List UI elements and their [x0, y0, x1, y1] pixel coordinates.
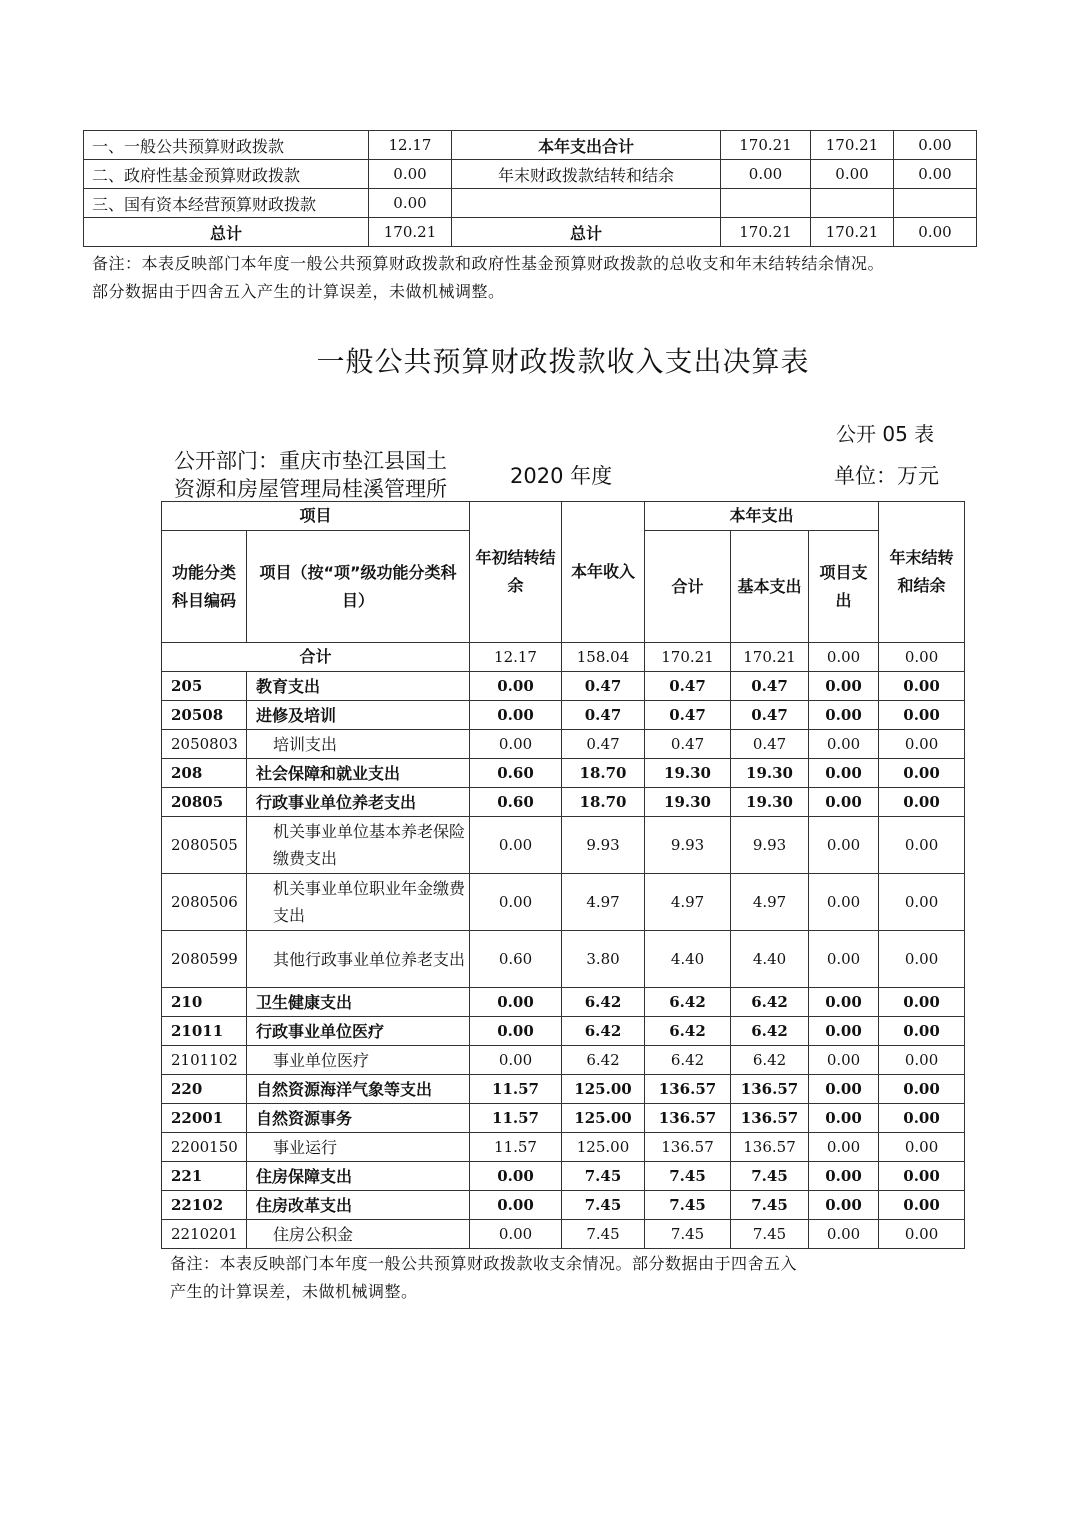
cell-opening: 0.00	[470, 730, 562, 759]
note-line: 部分数据由于四舍五入产生的计算误差，未做机械调整。	[92, 282, 505, 301]
cell-code: 2200150	[162, 1133, 247, 1162]
cell-opening: 11.57	[470, 1133, 562, 1162]
table-row	[162, 788, 965, 817]
cell-project: 0.00	[809, 643, 879, 672]
table-row	[162, 730, 965, 759]
cell-name: 进修及培训	[247, 701, 470, 730]
summary-row	[84, 131, 977, 160]
cell-closing: 0.00	[879, 730, 965, 759]
summary-total: 170.21	[721, 131, 811, 160]
cell-name: 住房改革支出	[247, 1191, 470, 1220]
cell-name: 行政事业单位养老支出	[247, 788, 470, 817]
cell-project: 0.00	[809, 1017, 879, 1046]
cell-project: 0.00	[809, 931, 879, 988]
cell-name: 行政事业单位医疗	[247, 1017, 470, 1046]
cell-code: 208	[162, 759, 247, 788]
cell-total: 6.42	[645, 1046, 731, 1075]
table-row	[162, 672, 965, 701]
cell-code: 210	[162, 988, 247, 1017]
cell-income: 7.45	[562, 1162, 645, 1191]
summary-row	[84, 189, 977, 218]
cell-code: 22001	[162, 1104, 247, 1133]
cell-code: 220	[162, 1075, 247, 1104]
cell-closing: 0.00	[879, 788, 965, 817]
cell-name: 自然资源海洋气象等支出	[247, 1075, 470, 1104]
cell-closing: 0.00	[879, 701, 965, 730]
cell-total: 136.57	[645, 1075, 731, 1104]
summary-project: 0.00	[894, 160, 977, 189]
cell-basic: 19.30	[731, 788, 809, 817]
cell-project: 0.00	[809, 1191, 879, 1220]
cell-closing: 0.00	[879, 1162, 965, 1191]
cell-project: 0.00	[809, 672, 879, 701]
cell-income: 9.93	[562, 817, 645, 874]
summary-row-total	[84, 218, 977, 247]
cell-opening: 0.00	[470, 1162, 562, 1191]
cell-total: 7.45	[645, 1220, 731, 1249]
cell-opening: 0.00	[470, 701, 562, 730]
header-project-expense: 项目支出	[809, 531, 879, 643]
cell-name: 事业运行	[247, 1133, 470, 1162]
summary-row	[84, 160, 977, 189]
summary-item: 总计	[452, 218, 721, 247]
cell-opening: 0.00	[470, 1017, 562, 1046]
table-row	[162, 1075, 965, 1104]
summary-project	[894, 189, 977, 218]
table-row	[162, 1104, 965, 1133]
table-row	[162, 817, 965, 874]
cell-basic: 6.42	[731, 1017, 809, 1046]
header-expense: 本年支出	[645, 502, 879, 531]
note-line: 备注：本表反映部门本年度一般公共预算财政拨款和政府性基金预算财政拨款的总收支和年末结转结余情况。	[92, 254, 885, 273]
header-basic: 基本支出	[731, 531, 809, 643]
total-row	[162, 643, 965, 672]
cell-total: 0.47	[645, 730, 731, 759]
cell-basic: 7.45	[731, 1191, 809, 1220]
summary-basic: 170.21	[811, 218, 894, 247]
cell-opening: 0.60	[470, 931, 562, 988]
cell-code: 21011	[162, 1017, 247, 1046]
table-code: 公开 05 表	[836, 422, 935, 446]
cell-closing: 0.00	[879, 988, 965, 1017]
cell-income: 0.47	[562, 701, 645, 730]
cell-closing: 0.00	[879, 1220, 965, 1249]
cell-closing: 0.00	[879, 1104, 965, 1133]
table-row	[162, 1220, 965, 1249]
table-row	[162, 1046, 965, 1075]
summary-value: 12.17	[369, 131, 452, 160]
cell-name: 自然资源事务	[247, 1104, 470, 1133]
cell-basic: 4.97	[731, 874, 809, 931]
cell-total: 136.57	[645, 1104, 731, 1133]
cell-closing: 0.00	[879, 672, 965, 701]
header-opening: 年初结转结余	[470, 502, 562, 643]
cell-project: 0.00	[809, 1220, 879, 1249]
cell-closing: 0.00	[879, 874, 965, 931]
header-closing: 年末结转和结余	[879, 502, 965, 643]
cell-name: 卫生健康支出	[247, 988, 470, 1017]
cell-opening: 11.57	[470, 1104, 562, 1133]
cell-income: 158.04	[562, 643, 645, 672]
cell-code: 205	[162, 672, 247, 701]
cell-income: 4.97	[562, 874, 645, 931]
header-project: 项目	[162, 502, 470, 531]
cell-opening: 11.57	[470, 1075, 562, 1104]
cell-basic: 7.45	[731, 1162, 809, 1191]
summary-label: 总计	[84, 218, 369, 247]
summary-item	[452, 189, 721, 218]
cell-income: 18.70	[562, 788, 645, 817]
cell-total: 136.57	[645, 1133, 731, 1162]
department-line: 资源和房屋管理局桂溪管理所	[174, 477, 447, 501]
cell-basic: 7.45	[731, 1220, 809, 1249]
summary-project: 0.00	[894, 131, 977, 160]
cell-project: 0.00	[809, 817, 879, 874]
department-line: 公开部门：重庆市垫江县国土	[174, 449, 447, 473]
fiscal-year: 2020 年度	[510, 464, 613, 488]
cell-total: 0.47	[645, 672, 731, 701]
cell-basic: 9.93	[731, 817, 809, 874]
cell-basic: 136.57	[731, 1104, 809, 1133]
cell-closing: 0.00	[879, 1017, 965, 1046]
cell-closing: 0.00	[879, 1191, 965, 1220]
cell-project: 0.00	[809, 788, 879, 817]
cell-code: 2050803	[162, 730, 247, 759]
header-total: 合计	[645, 531, 731, 643]
summary-value: 170.21	[369, 218, 452, 247]
cell-total: 6.42	[645, 988, 731, 1017]
cell-name: 其他行政事业单位养老支出	[247, 931, 470, 988]
cell-income: 6.42	[562, 988, 645, 1017]
cell-name: 社会保障和就业支出	[247, 759, 470, 788]
cell-income: 18.70	[562, 759, 645, 788]
cell-project: 0.00	[809, 1162, 879, 1191]
cell-name: 培训支出	[247, 730, 470, 759]
cell-project: 0.00	[809, 1104, 879, 1133]
header-row	[162, 502, 965, 531]
cell-basic: 136.57	[731, 1075, 809, 1104]
cell-income: 125.00	[562, 1075, 645, 1104]
page-title: 一般公共预算财政拨款收入支出决算表	[316, 345, 810, 378]
cell-total: 6.42	[645, 1017, 731, 1046]
cell-closing: 0.00	[879, 1133, 965, 1162]
cell-opening: 0.00	[470, 1191, 562, 1220]
summary-label: 三、国有资本经营预算财政拨款	[84, 189, 369, 218]
cell-closing: 0.00	[879, 817, 965, 874]
cell-income: 3.80	[562, 931, 645, 988]
cell-project: 0.00	[809, 1046, 879, 1075]
table-row	[162, 701, 965, 730]
cell-total: 19.30	[645, 788, 731, 817]
summary-basic: 170.21	[811, 131, 894, 160]
cell-closing: 0.00	[879, 643, 965, 672]
table-row	[162, 874, 965, 931]
cell-total: 7.45	[645, 1162, 731, 1191]
cell-basic: 0.47	[731, 701, 809, 730]
cell-income: 0.47	[562, 672, 645, 701]
cell-income: 6.42	[562, 1046, 645, 1075]
cell-closing: 0.00	[879, 1046, 965, 1075]
note-line: 产生的计算误差，未做机械调整。	[170, 1282, 418, 1301]
cell-closing: 0.00	[879, 759, 965, 788]
department-label	[174, 447, 474, 503]
summary-total: 0.00	[721, 160, 811, 189]
cell-project: 0.00	[809, 988, 879, 1017]
cell-name: 事业单位医疗	[247, 1046, 470, 1075]
budget-table-note	[170, 1250, 890, 1306]
cell-project: 0.00	[809, 1133, 879, 1162]
cell-code: 221	[162, 1162, 247, 1191]
cell-income: 7.45	[562, 1220, 645, 1249]
cell-opening: 0.00	[470, 1046, 562, 1075]
cell-total: 19.30	[645, 759, 731, 788]
summary-total: 170.21	[721, 218, 811, 247]
cell-basic: 136.57	[731, 1133, 809, 1162]
cell-closing: 0.00	[879, 931, 965, 988]
summary-item: 本年支出合计	[452, 131, 721, 160]
top-table-note	[92, 250, 992, 306]
cell-basic: 0.47	[731, 730, 809, 759]
header-name: 项目（按“项”级功能分类科目）	[247, 531, 470, 643]
table-row	[162, 1017, 965, 1046]
cell-income: 125.00	[562, 1104, 645, 1133]
summary-label: 一、一般公共预算财政拨款	[84, 131, 369, 160]
summary-basic	[811, 189, 894, 218]
summary-label: 二、政府性基金预算财政拨款	[84, 160, 369, 189]
cell-code: 2080506	[162, 874, 247, 931]
cell-project: 0.00	[809, 701, 879, 730]
summary-value: 0.00	[369, 189, 452, 218]
cell-opening: 0.00	[470, 672, 562, 701]
cell-code: 2101102	[162, 1046, 247, 1075]
cell-code: 20805	[162, 788, 247, 817]
summary-item: 年末财政拨款结转和结余	[452, 160, 721, 189]
summary-total	[721, 189, 811, 218]
table-row	[162, 759, 965, 788]
cell-income: 6.42	[562, 1017, 645, 1046]
cell-basic: 19.30	[731, 759, 809, 788]
cell-opening: 12.17	[470, 643, 562, 672]
cell-code: 2210201	[162, 1220, 247, 1249]
cell-code: 2080599	[162, 931, 247, 988]
cell-name: 住房保障支出	[247, 1162, 470, 1191]
summary-table	[83, 130, 977, 247]
cell-opening: 0.00	[470, 874, 562, 931]
cell-opening: 0.00	[470, 817, 562, 874]
cell-code: 20508	[162, 701, 247, 730]
cell-opening: 0.00	[470, 1220, 562, 1249]
cell-name: 机关事业单位基本养老保险缴费支出	[247, 817, 470, 874]
cell-project: 0.00	[809, 1075, 879, 1104]
cell-closing: 0.00	[879, 1075, 965, 1104]
header-code: 功能分类科目编码	[162, 531, 247, 643]
cell-code: 2080505	[162, 817, 247, 874]
total-label: 合计	[162, 643, 470, 672]
cell-project: 0.00	[809, 874, 879, 931]
summary-project: 0.00	[894, 218, 977, 247]
cell-total: 0.47	[645, 701, 731, 730]
cell-total: 7.45	[645, 1191, 731, 1220]
cell-basic: 6.42	[731, 1046, 809, 1075]
budget-table	[161, 501, 965, 1249]
cell-project: 0.00	[809, 759, 879, 788]
summary-basic: 0.00	[811, 160, 894, 189]
cell-total: 170.21	[645, 643, 731, 672]
cell-opening: 0.60	[470, 788, 562, 817]
cell-basic: 4.40	[731, 931, 809, 988]
cell-total: 9.93	[645, 817, 731, 874]
cell-income: 125.00	[562, 1133, 645, 1162]
cell-project: 0.00	[809, 730, 879, 759]
table-row	[162, 1162, 965, 1191]
cell-name: 教育支出	[247, 672, 470, 701]
cell-name: 住房公积金	[247, 1220, 470, 1249]
cell-code: 22102	[162, 1191, 247, 1220]
cell-income: 0.47	[562, 730, 645, 759]
table-row	[162, 1191, 965, 1220]
table-row	[162, 931, 965, 988]
cell-name: 机关事业单位职业年金缴费支出	[247, 874, 470, 931]
unit-label: 单位：万元	[834, 464, 939, 488]
cell-income: 7.45	[562, 1191, 645, 1220]
table-row	[162, 1133, 965, 1162]
cell-total: 4.97	[645, 874, 731, 931]
note-line: 备注：本表反映部门本年度一般公共预算财政拨款收支余情况。部分数据由于四舍五入	[170, 1254, 798, 1273]
summary-value: 0.00	[369, 160, 452, 189]
cell-opening: 0.60	[470, 759, 562, 788]
cell-basic: 0.47	[731, 672, 809, 701]
header-income: 本年收入	[562, 502, 645, 643]
cell-total: 4.40	[645, 931, 731, 988]
cell-basic: 6.42	[731, 988, 809, 1017]
cell-basic: 170.21	[731, 643, 809, 672]
table-row	[162, 988, 965, 1017]
cell-opening: 0.00	[470, 988, 562, 1017]
